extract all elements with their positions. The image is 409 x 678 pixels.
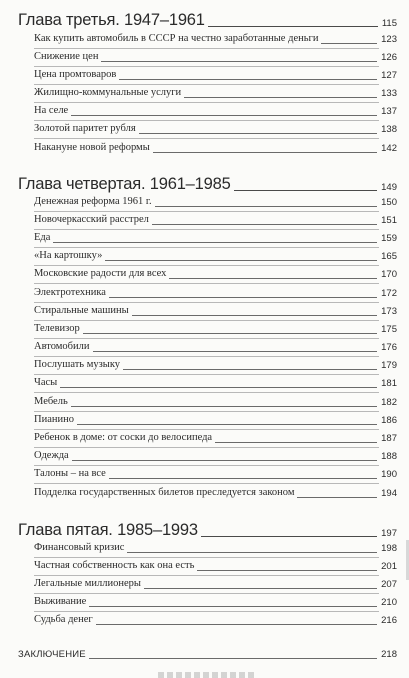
entry-page-number: 216 bbox=[381, 615, 397, 626]
entry-page-number: 201 bbox=[381, 561, 397, 572]
entry-page-number: 151 bbox=[381, 215, 397, 226]
entry-title: Подделка государственных билетов преследуется законом bbox=[34, 487, 295, 498]
toc-entry bbox=[34, 415, 397, 426]
divider bbox=[34, 483, 379, 484]
entry-page-number: 210 bbox=[381, 597, 397, 608]
chapter-heading bbox=[18, 12, 397, 29]
entry-page-number: 133 bbox=[381, 88, 397, 99]
divider bbox=[34, 265, 379, 266]
entry-title: Пианино bbox=[34, 414, 74, 425]
entry-title: Мебель bbox=[34, 396, 68, 407]
chapter-title: Глава третья. 1947–1961 bbox=[18, 11, 205, 29]
entry-page-number: 181 bbox=[381, 378, 397, 389]
divider bbox=[34, 138, 379, 139]
divider bbox=[34, 102, 379, 103]
toc-entry bbox=[34, 469, 397, 480]
entry-title: Еда bbox=[34, 232, 51, 243]
toc-entry bbox=[34, 433, 397, 444]
toc-entry bbox=[34, 143, 397, 154]
leader-line bbox=[297, 497, 377, 498]
entry-title: Легальные миллионеры bbox=[34, 578, 141, 589]
toc-entry bbox=[34, 251, 397, 262]
toc-entry bbox=[34, 306, 397, 317]
leader-line bbox=[119, 79, 377, 80]
entry-page-number: 187 bbox=[381, 433, 397, 444]
divider bbox=[34, 48, 379, 49]
entry-title: Послушать музыку bbox=[34, 359, 121, 370]
leader-line bbox=[234, 190, 378, 191]
divider bbox=[34, 356, 379, 357]
leader-line bbox=[89, 658, 377, 659]
leader-line bbox=[83, 333, 377, 334]
leader-line bbox=[152, 224, 377, 225]
toc-entry bbox=[34, 579, 397, 590]
entry-page-number: 172 bbox=[381, 288, 397, 299]
entry-title: Новочеркасский расстрел bbox=[34, 214, 149, 225]
entry-title: Ребенок в доме: от соски до велосипеда bbox=[34, 432, 213, 443]
scan-artifact bbox=[158, 672, 254, 678]
divider bbox=[34, 411, 379, 412]
leader-line bbox=[105, 260, 377, 261]
chapter-page-number: 115 bbox=[381, 18, 397, 29]
entry-page-number: 188 bbox=[381, 451, 397, 462]
entry-page-number: 126 bbox=[381, 52, 397, 63]
entry-title: Денежная реформа 1961 г. bbox=[34, 196, 152, 207]
entry-page-number: 159 bbox=[381, 233, 397, 244]
entry-title: Московские радости для всех bbox=[34, 268, 167, 279]
entry-title: Судьба денег bbox=[34, 614, 93, 625]
entry-page-number: 186 bbox=[381, 415, 397, 426]
chapter-page-number: 149 bbox=[381, 182, 397, 193]
entry-title: На селе bbox=[34, 105, 69, 116]
entry-title: Талоны – на все bbox=[34, 468, 106, 479]
divider bbox=[34, 557, 379, 558]
divider bbox=[34, 338, 379, 339]
leader-line bbox=[60, 387, 377, 388]
leader-line bbox=[155, 206, 378, 207]
chapter-title: Глава пятая. 1985–1993 bbox=[18, 521, 198, 539]
toc-entry bbox=[34, 543, 397, 554]
divider bbox=[34, 211, 379, 212]
leader-line bbox=[96, 624, 377, 625]
toc-entry bbox=[34, 561, 397, 572]
divider bbox=[34, 392, 379, 393]
entry-page-number: 182 bbox=[381, 397, 397, 408]
chapter-heading bbox=[18, 176, 397, 193]
divider bbox=[34, 575, 379, 576]
divider bbox=[34, 447, 379, 448]
chapter-heading bbox=[18, 522, 397, 539]
entry-page-number: 142 bbox=[381, 143, 397, 154]
divider bbox=[34, 66, 379, 67]
toc-entry bbox=[34, 215, 397, 226]
entry-page-number: 123 bbox=[381, 34, 397, 45]
entry-title: Часы bbox=[34, 377, 58, 388]
leader-line bbox=[53, 242, 377, 243]
entry-title: Золотой паритет рубля bbox=[34, 123, 136, 134]
leader-line bbox=[109, 297, 377, 298]
leader-line bbox=[215, 442, 377, 443]
toc-entry bbox=[34, 106, 397, 117]
leader-line bbox=[144, 588, 377, 589]
entry-title: Автомобили bbox=[34, 341, 90, 352]
entry-page-number: 150 bbox=[381, 197, 397, 208]
entry-page-number: 179 bbox=[381, 360, 397, 371]
toc-entry bbox=[34, 378, 397, 389]
conclusion-entry bbox=[18, 650, 397, 660]
entry-page-number: 175 bbox=[381, 324, 397, 335]
toc-entry bbox=[34, 52, 397, 63]
entry-title: Частная собственность как она есть bbox=[34, 560, 195, 571]
toc-entry bbox=[34, 451, 397, 462]
toc-entry bbox=[34, 197, 397, 208]
leader-line bbox=[169, 278, 377, 279]
entry-title: Накануне новой реформы bbox=[34, 142, 150, 153]
entry-page-number: 137 bbox=[381, 106, 397, 117]
divider bbox=[34, 429, 379, 430]
conclusion-title: ЗАКЛЮЧЕНИЕ bbox=[18, 649, 86, 660]
entry-page-number: 207 bbox=[381, 579, 397, 590]
divider bbox=[34, 320, 379, 321]
leader-line bbox=[93, 351, 378, 352]
chapter-page-number: 197 bbox=[381, 528, 397, 539]
chapter-title: Глава четвертая. 1961–1985 bbox=[18, 175, 231, 193]
divider bbox=[34, 229, 379, 230]
toc-entry bbox=[34, 397, 397, 408]
divider bbox=[34, 283, 379, 284]
toc-entry bbox=[34, 597, 397, 608]
toc-entry bbox=[34, 360, 397, 371]
entry-title: Одежда bbox=[34, 450, 69, 461]
leader-line bbox=[201, 536, 377, 537]
divider bbox=[34, 465, 379, 466]
toc-entry bbox=[34, 88, 397, 99]
entry-title: Снижение цен bbox=[34, 51, 99, 62]
entry-title: Выживание bbox=[34, 596, 87, 607]
leader-line bbox=[109, 478, 377, 479]
entry-title: Жилищно-коммунальные услуги bbox=[34, 87, 182, 98]
leader-line bbox=[77, 424, 377, 425]
leader-line bbox=[153, 152, 377, 153]
entry-page-number: 170 bbox=[381, 269, 397, 280]
entry-title: «На картошку» bbox=[34, 250, 103, 261]
leader-line bbox=[71, 115, 377, 116]
divider bbox=[34, 611, 379, 612]
divider bbox=[34, 374, 379, 375]
entry-page-number: 190 bbox=[381, 469, 397, 480]
entry-page-number: 173 bbox=[381, 306, 397, 317]
entry-page-number: 176 bbox=[381, 342, 397, 353]
leader-line bbox=[72, 460, 377, 461]
toc-entry bbox=[34, 70, 397, 81]
leader-line bbox=[123, 369, 377, 370]
leader-line bbox=[321, 43, 377, 44]
leader-line bbox=[89, 606, 377, 607]
leader-line bbox=[208, 26, 378, 27]
leader-line bbox=[101, 61, 377, 62]
toc-entry bbox=[34, 324, 397, 335]
leader-line bbox=[197, 570, 377, 571]
leader-line bbox=[139, 133, 377, 134]
entry-title: Стиральные машины bbox=[34, 305, 129, 316]
leader-line bbox=[184, 97, 377, 98]
toc-entry bbox=[34, 342, 397, 353]
conclusion-page-number: 218 bbox=[381, 649, 397, 660]
toc-entry bbox=[34, 488, 397, 499]
toc-entry bbox=[34, 124, 397, 135]
entry-title: Финансовый кризис bbox=[34, 542, 125, 553]
divider bbox=[34, 84, 379, 85]
entry-page-number: 127 bbox=[381, 70, 397, 81]
entry-page-number: 138 bbox=[381, 124, 397, 135]
entry-page-number: 194 bbox=[381, 488, 397, 499]
toc-entry bbox=[34, 34, 397, 45]
leader-line bbox=[71, 406, 377, 407]
leader-line bbox=[127, 552, 377, 553]
entry-title: Электротехника bbox=[34, 287, 106, 298]
toc-entry bbox=[34, 233, 397, 244]
entry-page-number: 165 bbox=[381, 251, 397, 262]
toc-entry bbox=[34, 269, 397, 280]
divider bbox=[34, 247, 379, 248]
divider bbox=[34, 302, 379, 303]
toc-entry bbox=[34, 615, 397, 626]
divider bbox=[34, 593, 379, 594]
entry-title: Как купить автомобиль в СССР на честно заработанные деньги bbox=[34, 33, 319, 44]
entry-title: Телевизор bbox=[34, 323, 80, 334]
entry-page-number: 198 bbox=[381, 543, 397, 554]
entry-title: Цена промтоваров bbox=[34, 69, 117, 80]
leader-line bbox=[132, 315, 377, 316]
toc-entry bbox=[34, 288, 397, 299]
divider bbox=[34, 120, 379, 121]
